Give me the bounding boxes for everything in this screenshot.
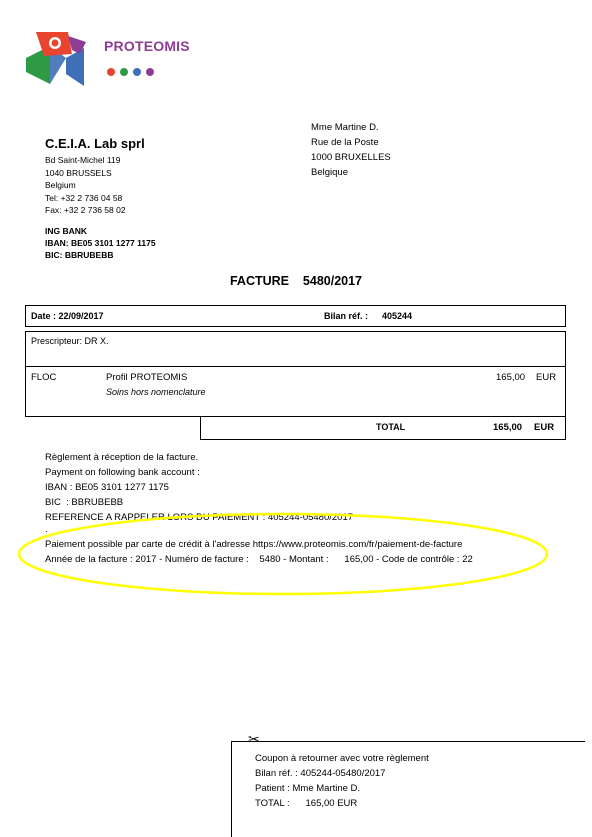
- invoice-number: 5480/2017: [302, 274, 363, 288]
- recipient-line: Belgique: [311, 167, 348, 178]
- line-items-box: [25, 331, 566, 417]
- scissors-icon: ✂: [248, 732, 260, 748]
- recipient-line: 1000 BRUXELLES: [311, 152, 391, 163]
- address-line: 1040 BRUSSELS: [45, 167, 112, 178]
- payment-bic: BIC : BBRUBEBB: [45, 497, 124, 508]
- coupon-total-label: TOTAL :: [255, 798, 290, 809]
- coupon-border-left: [231, 741, 232, 837]
- line-item-amount: 165,00: [496, 372, 526, 383]
- company-name: C.E.I.A. Lab sprl: [45, 136, 145, 151]
- payment-iban: IBAN : BE05 3101 1277 1175: [45, 482, 169, 493]
- coupon-title: Coupon à retourner avec votre règlement: [255, 753, 429, 764]
- bilan-ref-label: Bilan réf. :: [324, 311, 369, 321]
- total-box: [200, 416, 566, 440]
- logo-dot-green: [120, 68, 128, 76]
- proteomis-logo-icon: [24, 28, 104, 88]
- card-payment-line: Paiement possible par carte de crédit à l'adresse https://www.proteomis.com/fr/paiement-de-facture: [45, 539, 463, 550]
- bank-details: [45, 225, 156, 261]
- date-box: [25, 305, 566, 327]
- address-line: Belgium: [45, 180, 76, 190]
- bilan-ref-value: 405244: [382, 311, 413, 321]
- coupon-total-value: 165,00 EUR: [305, 798, 358, 809]
- coupon-total: [255, 796, 429, 811]
- payment-line: Payment on following bank account :: [45, 467, 200, 478]
- line-item-note: Soins hors nomenclature: [106, 387, 206, 397]
- address-line: Fax: +32 2 736 58 02: [45, 205, 126, 215]
- coupon: [255, 751, 429, 811]
- line-item-code: FLOC: [31, 372, 57, 383]
- invoice-title-label: FACTURE: [229, 274, 290, 288]
- prescripteur: Prescripteur: DR X.: [31, 336, 109, 346]
- total-label: TOTAL: [376, 422, 406, 432]
- company-address: [45, 154, 126, 217]
- recipient-line: Mme Martine D.: [311, 122, 379, 133]
- coupon-patient: Patient : Mme Martine D.: [255, 783, 361, 794]
- logo-dot-blue: [133, 68, 141, 76]
- divider: [26, 366, 565, 367]
- logo-text: PROTEOMIS: [104, 38, 190, 54]
- highlight-ellipse: [16, 510, 550, 598]
- card-payment-details: Année de la facture : 2017 - Numéro de facture : 5480 - Montant : 165,00 - Code de contrôle : 22: [45, 554, 473, 565]
- total-amount: 165,00: [493, 422, 523, 433]
- line-item-currency: EUR: [536, 372, 557, 383]
- coupon-border-top: [231, 741, 585, 742]
- invoice-title: [0, 274, 592, 288]
- address-line: Bd Saint-Michel 119: [45, 155, 121, 165]
- logo-dot-red: [107, 68, 115, 76]
- total-currency: EUR: [534, 422, 555, 433]
- bank-bic: BIC: BBRUBEBB: [45, 250, 114, 260]
- payment-line: Règlement à réception de la facture.: [45, 452, 199, 463]
- logo-dots: [107, 63, 159, 81]
- payment-reference: REFERENCE A RAPPELER LORS DU PAIEMENT : 405244-05480/2017: [45, 512, 354, 523]
- recipient-line: Rue de la Poste: [311, 137, 379, 148]
- payment-dot: .: [45, 524, 48, 535]
- line-item-description: Profil PROTEOMIS: [106, 372, 188, 383]
- recipient-address: [311, 120, 391, 180]
- bank-name: ING BANK: [45, 226, 88, 236]
- bank-iban: IBAN: BE05 3101 1277 1175: [45, 238, 156, 248]
- logo-dot-purple: [146, 68, 154, 76]
- invoice-date: Date : 22/09/2017: [31, 311, 104, 321]
- coupon-bilan: Bilan réf. : 405244-05480/2017: [255, 768, 386, 779]
- address-line: Tel: +32 2 736 04 58: [45, 192, 123, 203]
